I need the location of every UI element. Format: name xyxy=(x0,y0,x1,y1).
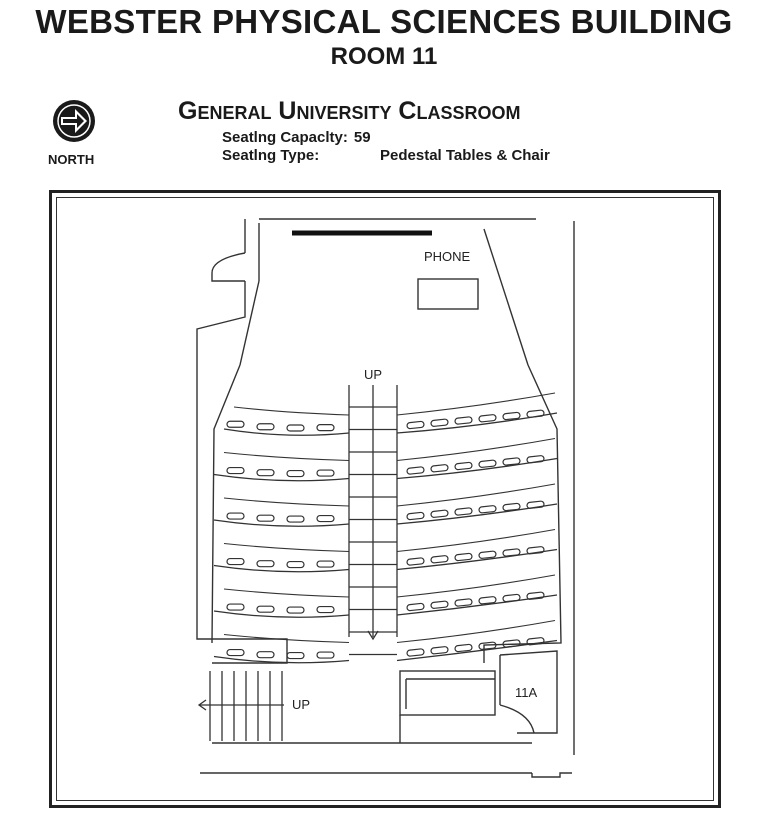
row-front-left-6 xyxy=(214,657,349,663)
north-arrow-icon xyxy=(51,98,97,144)
seat xyxy=(503,503,521,511)
phone-box xyxy=(418,279,478,309)
seating-type-row xyxy=(222,147,550,165)
seat xyxy=(479,551,497,559)
seat xyxy=(431,464,449,472)
phone-label: PHONE xyxy=(424,249,471,264)
row-front-left-3 xyxy=(214,520,349,526)
seat xyxy=(257,470,274,476)
seat xyxy=(227,559,244,565)
seat xyxy=(431,510,449,518)
seat xyxy=(317,607,334,613)
seat xyxy=(479,642,497,650)
room-11a-label: 11A xyxy=(515,685,538,700)
seat xyxy=(317,516,334,522)
capacity-label: Seatlng Capaclty: xyxy=(222,129,348,146)
corridor-notch xyxy=(532,773,572,777)
seat xyxy=(257,515,274,521)
row-table-left-1 xyxy=(234,407,349,415)
seat xyxy=(407,467,425,475)
seat xyxy=(227,468,244,474)
stairs xyxy=(199,671,284,741)
seat xyxy=(431,555,449,563)
center-aisle xyxy=(349,385,397,655)
seat xyxy=(479,460,497,468)
seat xyxy=(227,604,244,610)
capacity-value: 59 xyxy=(353,129,371,146)
seat xyxy=(407,512,425,520)
north-label: NORTH xyxy=(48,152,95,167)
classroom-title: General University Classroom xyxy=(178,97,521,125)
row-front-right-1 xyxy=(397,413,557,433)
seat xyxy=(287,653,304,659)
row-table-left-2 xyxy=(224,453,349,461)
row-front-left-5 xyxy=(214,611,349,617)
seat xyxy=(317,425,334,431)
seating-type-value: Pedestal Tables & Chair xyxy=(380,147,550,164)
seat xyxy=(503,412,521,420)
seat xyxy=(257,606,274,612)
row-table-left-5 xyxy=(224,589,349,597)
seat xyxy=(431,646,449,654)
compass xyxy=(48,98,98,167)
seat xyxy=(407,603,425,611)
room-11a-door-swing xyxy=(500,705,534,733)
seat xyxy=(317,652,334,658)
row-front-left-1 xyxy=(224,429,349,435)
seat xyxy=(455,462,473,470)
seat xyxy=(503,594,521,602)
seating-rows xyxy=(214,393,557,663)
capacity-row xyxy=(222,129,550,147)
seat xyxy=(455,644,473,652)
seat xyxy=(407,649,425,657)
seat xyxy=(527,455,545,463)
seat xyxy=(455,553,473,561)
seat xyxy=(431,419,449,427)
floor-plan xyxy=(52,193,718,805)
row-table-left-4 xyxy=(224,544,349,552)
niche-wall xyxy=(212,253,245,281)
room-info xyxy=(222,129,550,165)
row-front-right-2 xyxy=(397,459,557,479)
counter xyxy=(400,671,495,715)
row-front-right-3 xyxy=(397,504,557,524)
seat xyxy=(227,650,244,656)
seat xyxy=(257,652,274,658)
seat xyxy=(227,513,244,519)
seat xyxy=(287,607,304,613)
seat xyxy=(527,410,545,418)
seat xyxy=(503,458,521,466)
row-front-right-5 xyxy=(397,595,557,615)
seats xyxy=(227,410,544,659)
podium-left-edge xyxy=(240,281,259,365)
seat xyxy=(287,425,304,431)
row-table-left-3 xyxy=(224,498,349,506)
seat xyxy=(455,599,473,607)
seat xyxy=(317,470,334,476)
seating-right-edge xyxy=(484,365,561,663)
seat xyxy=(287,516,304,522)
seat xyxy=(257,561,274,567)
seat xyxy=(431,601,449,609)
room-title: ROOM 11 xyxy=(330,43,438,70)
seat xyxy=(287,562,304,568)
floor-plan-frame xyxy=(49,190,721,808)
seat xyxy=(479,414,497,422)
seat xyxy=(503,549,521,557)
seat xyxy=(407,558,425,566)
seat xyxy=(455,508,473,516)
seat xyxy=(257,424,274,430)
seat xyxy=(527,501,545,509)
seat xyxy=(479,505,497,513)
seat xyxy=(407,421,425,429)
aisle-up-label: UP xyxy=(364,367,383,382)
podium-right-edge xyxy=(484,229,528,365)
row-front-left-4 xyxy=(214,566,349,572)
seat xyxy=(455,417,473,425)
row-front-left-2 xyxy=(214,475,349,481)
seat xyxy=(227,421,244,427)
row-front-right-4 xyxy=(397,550,557,570)
seating-type-label: Seatlng Type: xyxy=(222,147,320,164)
seat xyxy=(479,596,497,604)
seat xyxy=(287,471,304,477)
row-front-right-6 xyxy=(397,641,557,661)
stair-treads xyxy=(210,671,282,741)
seat xyxy=(317,561,334,567)
building-title: WEBSTER PHYSICAL SCIENCES BUILDING xyxy=(35,3,733,40)
stairs-up-label: UP xyxy=(292,697,311,712)
